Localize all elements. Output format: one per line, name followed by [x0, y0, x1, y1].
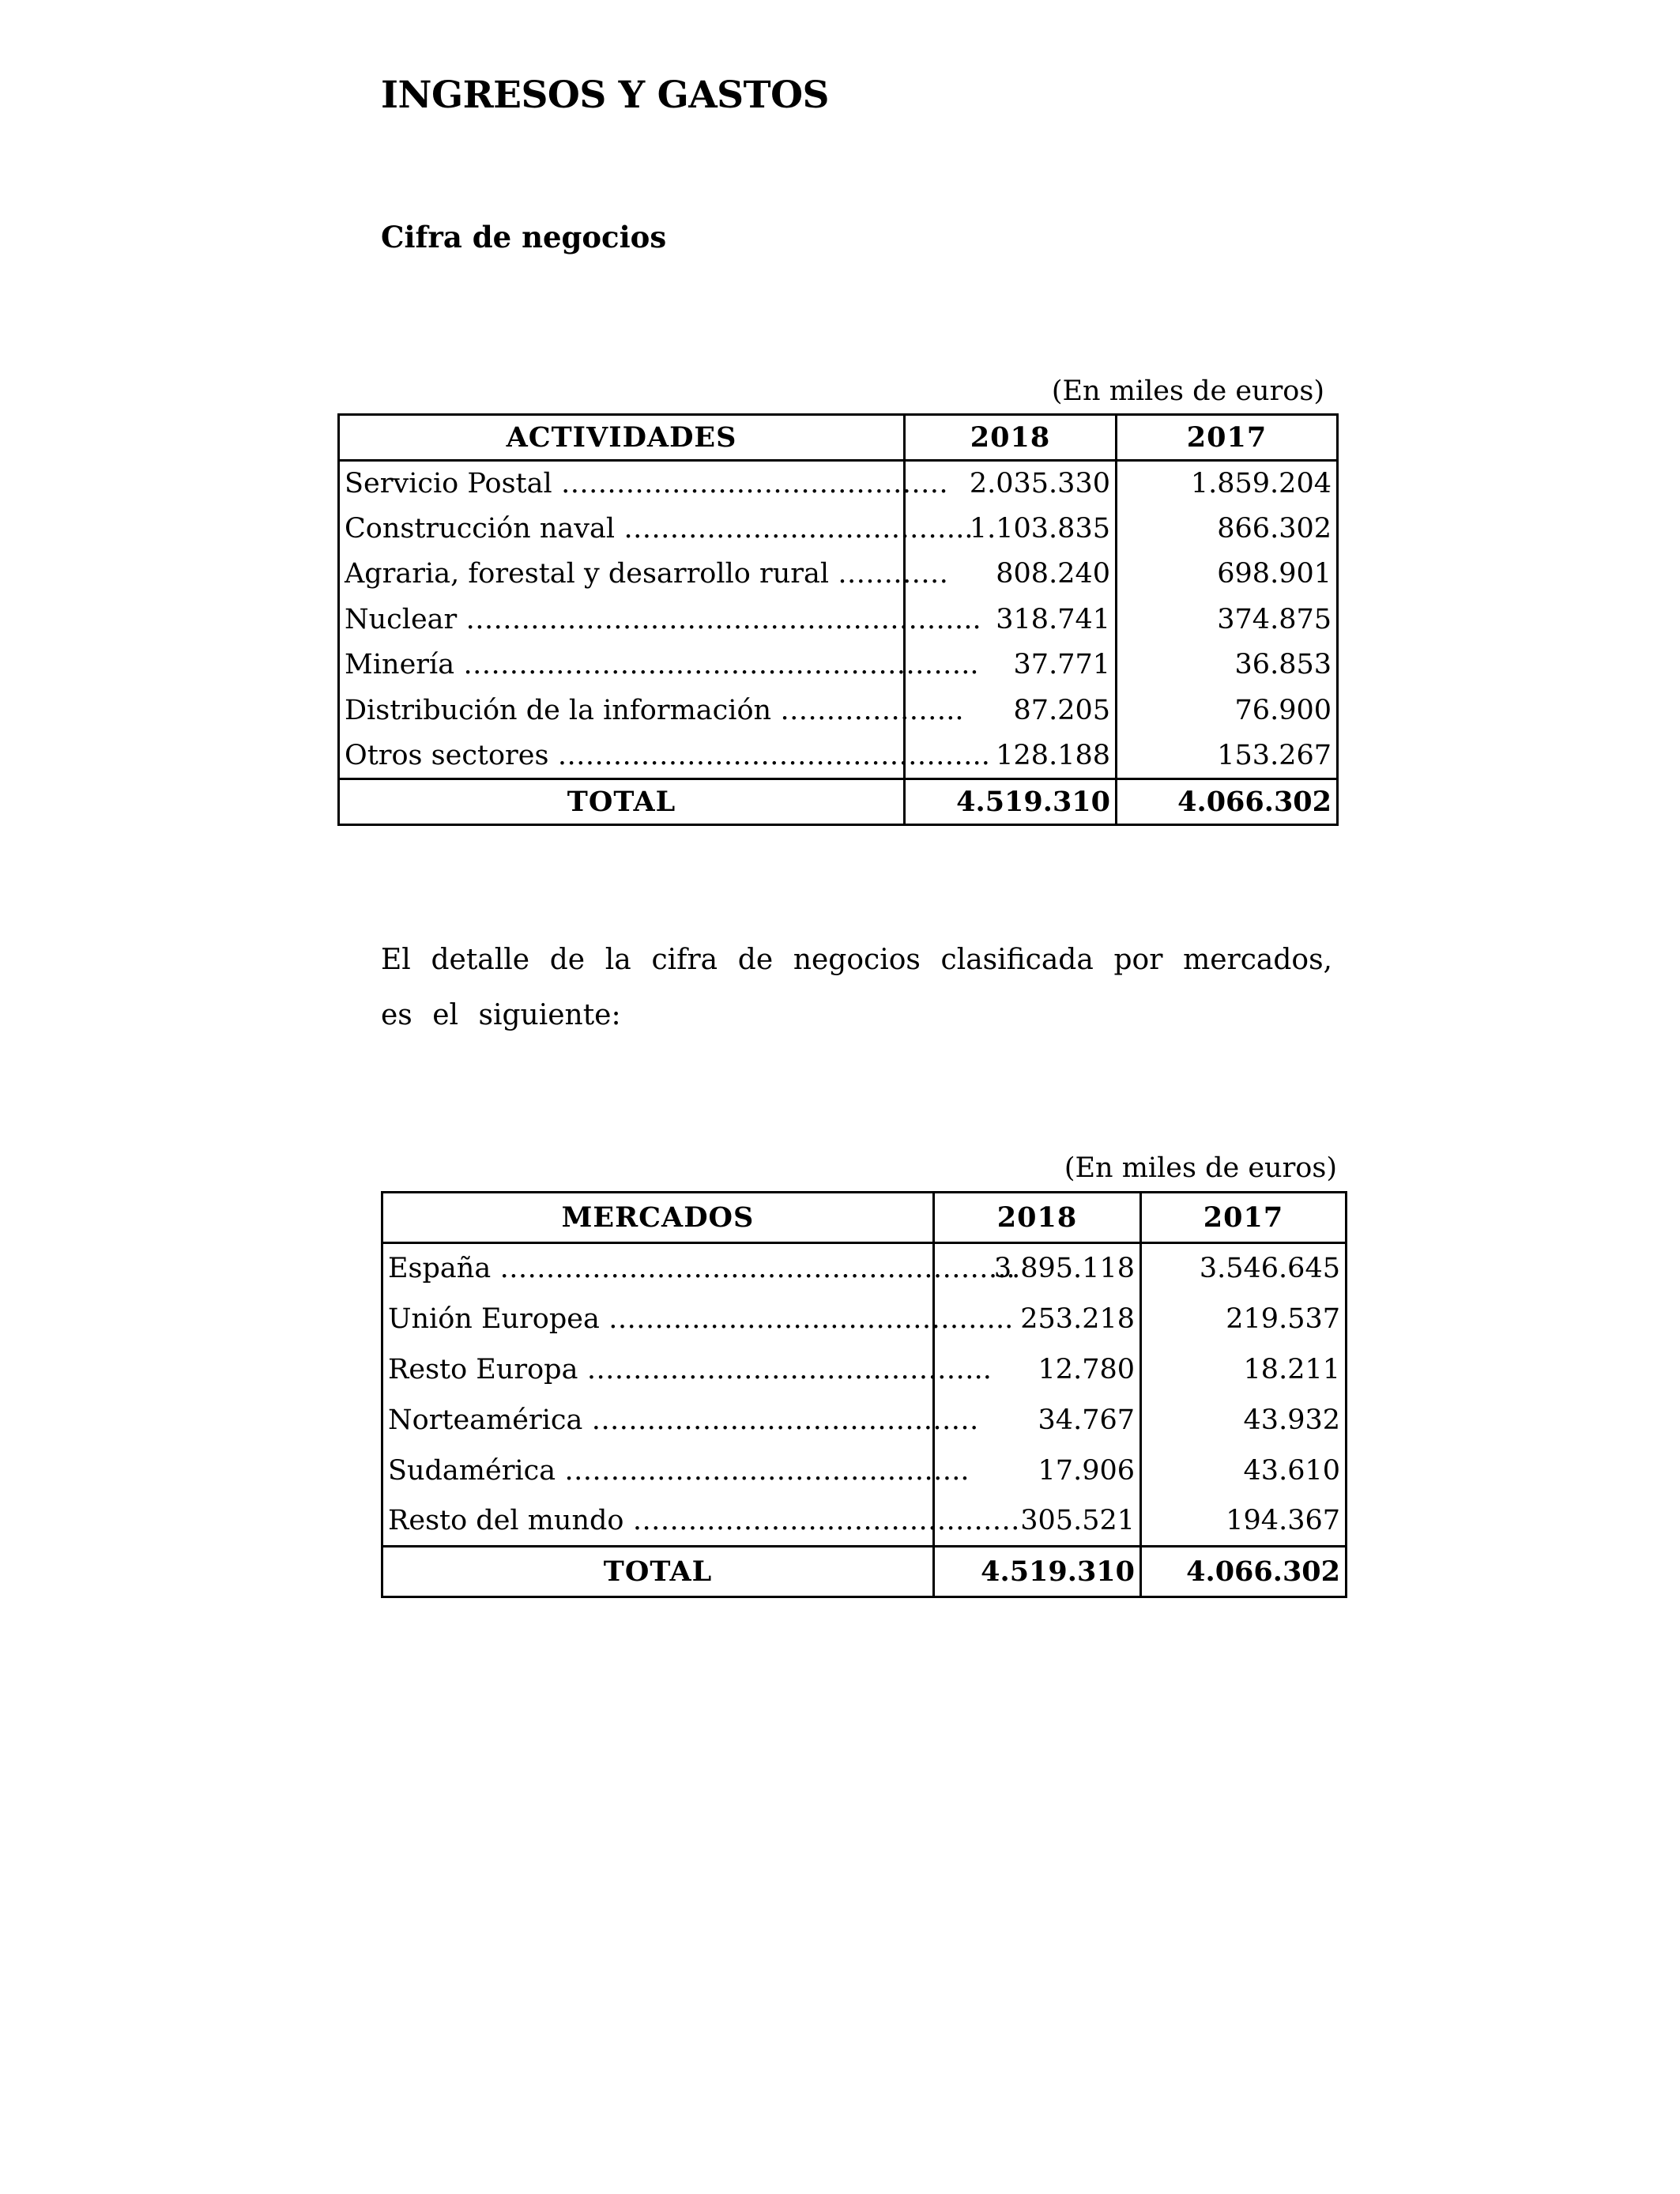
- table-row: [382, 1446, 1347, 1496]
- table-row: [339, 597, 1338, 643]
- table-row: [339, 552, 1338, 598]
- value-2018: 3.895.118: [934, 1243, 1141, 1294]
- leader-dots: ………………………………………………..: [463, 649, 979, 681]
- total-2017: 4.066.302: [1141, 1547, 1347, 1597]
- value-2017: 698.901: [1117, 552, 1338, 598]
- leader-dots: ……………………………………: [632, 1504, 1020, 1536]
- row-label: [339, 461, 948, 507]
- leader-dots: ……………………………………..: [608, 1302, 1014, 1335]
- row-label-text: Sudamérica: [388, 1454, 556, 1487]
- mercados-table: [381, 1191, 1347, 1598]
- leader-dots: ……………………………………: [560, 468, 948, 499]
- row-label-text: Agraria, forestal y desarrollo rural: [345, 558, 830, 590]
- value-2017: 43.610: [1141, 1446, 1347, 1496]
- column-header-2017: 2017: [1117, 415, 1338, 461]
- value-2017: 153.267: [1117, 733, 1338, 779]
- value-2017: 18.211: [1141, 1344, 1347, 1395]
- row-label: [382, 1294, 1014, 1344]
- body-paragraph: El detalle de la cifra de negocios clasificada por mercados, es el siguiente:: [381, 944, 1332, 1031]
- leader-dots: ………………………………………………..: [499, 1253, 1015, 1285]
- row-label: [382, 1496, 1020, 1547]
- row-label-text: Resto Europa: [388, 1353, 578, 1385]
- column-header-2018: 2018: [934, 1193, 1141, 1243]
- leader-dots: ………………………………………..: [557, 739, 990, 771]
- leader-dots: ……………………………………: [591, 1404, 979, 1436]
- table-row: [339, 461, 1338, 507]
- value-2018: 1.103.835: [905, 506, 1117, 552]
- units-note-actividades: (En miles de euros): [1051, 375, 1324, 407]
- value-2017: 374.875: [1117, 597, 1338, 643]
- value-2018: 305.521: [934, 1496, 1141, 1547]
- total-2018: 4.519.310: [934, 1547, 1141, 1597]
- total-row: [339, 778, 1338, 824]
- value-2018: 17.906: [934, 1446, 1141, 1496]
- value-2017: 36.853: [1117, 643, 1338, 688]
- table-row: [339, 506, 1338, 552]
- value-2018: 808.240: [905, 552, 1117, 598]
- row-label-text: Otros sectores: [345, 739, 549, 771]
- units-note-mercados: (En miles de euros): [1064, 1152, 1337, 1184]
- total-2018: 4.519.310: [905, 778, 1117, 824]
- row-label: [339, 597, 981, 643]
- value-2018: 253.218: [934, 1294, 1141, 1344]
- value-2017: 219.537: [1141, 1294, 1347, 1344]
- row-label: [382, 1395, 979, 1446]
- value-2017: 76.900: [1117, 688, 1338, 733]
- row-label-text: Servicio Postal: [345, 468, 552, 499]
- actividades-table: [337, 413, 1339, 826]
- value-2018: 34.767: [934, 1395, 1141, 1446]
- table-row: [382, 1395, 1347, 1446]
- leader-dots: ………………………………..: [623, 512, 974, 545]
- leader-dots: ……………………………………..: [586, 1353, 992, 1385]
- value-2017: 3.546.645: [1141, 1243, 1347, 1294]
- row-label: [382, 1344, 992, 1395]
- table-row: [382, 1243, 1347, 1294]
- column-header-2017: 2017: [1141, 1193, 1347, 1243]
- total-label: TOTAL: [339, 778, 905, 824]
- row-label: [339, 552, 949, 598]
- column-header-mercados: MERCADOS: [382, 1193, 934, 1243]
- table-row: [382, 1496, 1347, 1547]
- row-label-text: Distribución de la información: [345, 694, 772, 726]
- row-label-text: Construcción naval: [345, 512, 616, 545]
- page-heading: INGRESOS Y GASTOS: [381, 74, 829, 117]
- leader-dots: …………: [838, 558, 949, 590]
- value-2018: 12.780: [934, 1344, 1141, 1395]
- row-label-text: Norteamérica: [388, 1404, 583, 1436]
- column-header-actividades: ACTIVIDADES: [339, 415, 905, 461]
- row-label: [339, 506, 974, 552]
- row-label-text: Resto del mundo: [388, 1504, 624, 1536]
- value-2018: 87.205: [905, 688, 1117, 733]
- row-label-text: España: [388, 1253, 492, 1285]
- value-2018: 318.741: [905, 597, 1117, 643]
- leader-dots: ………………..: [780, 694, 964, 726]
- value-2018: 128.188: [905, 733, 1117, 779]
- row-label: [339, 643, 979, 688]
- row-label-text: Minería: [345, 649, 455, 681]
- row-label-text: Nuclear: [345, 603, 458, 635]
- value-2017: 866.302: [1117, 506, 1338, 552]
- table-header-row: [382, 1193, 1347, 1243]
- table-row: [382, 1344, 1347, 1395]
- total-label: TOTAL: [382, 1547, 934, 1597]
- total-2017: 4.066.302: [1117, 778, 1338, 824]
- value-2018: 2.035.330: [905, 461, 1117, 507]
- leader-dots: ……………………………………..: [564, 1454, 970, 1487]
- table-header-row: [339, 415, 1338, 461]
- row-label: [382, 1243, 1015, 1294]
- total-row: [382, 1547, 1347, 1597]
- value-2017: 43.932: [1141, 1395, 1347, 1446]
- value-2017: 1.859.204: [1117, 461, 1338, 507]
- table-row: [339, 733, 1338, 779]
- row-label: [382, 1446, 970, 1496]
- row-label: [339, 688, 964, 733]
- table-row: [382, 1294, 1347, 1344]
- table-row: [339, 643, 1338, 688]
- row-label-text: Unión Europea: [388, 1302, 600, 1335]
- leader-dots: ………………………………………………..: [465, 603, 981, 635]
- value-2018: 37.771: [905, 643, 1117, 688]
- section-title: Cifra de negocios: [381, 220, 667, 254]
- column-header-2018: 2018: [905, 415, 1117, 461]
- value-2017: 194.367: [1141, 1496, 1347, 1547]
- row-label: [339, 733, 990, 779]
- table-row: [339, 688, 1338, 733]
